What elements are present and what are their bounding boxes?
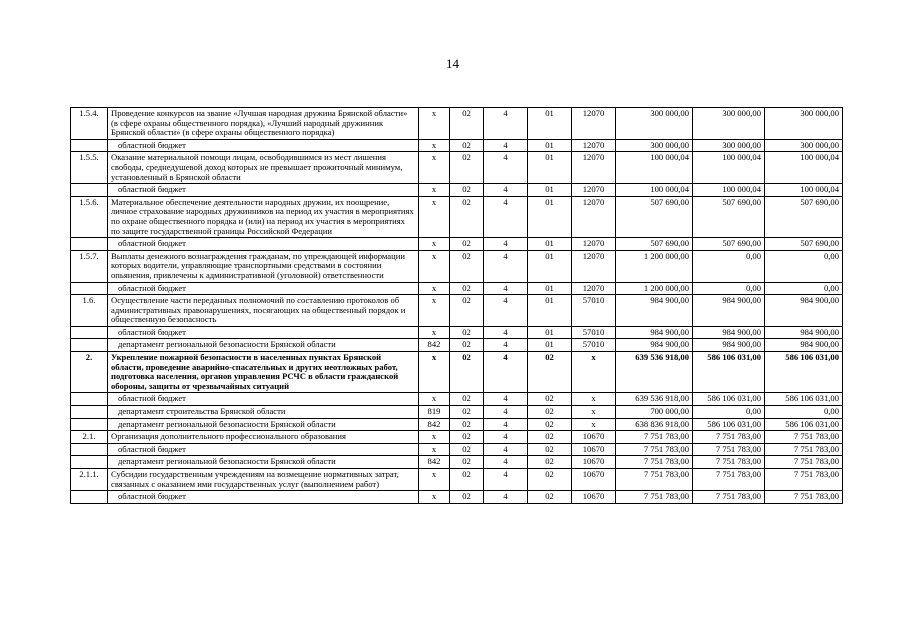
amount-year3-cell: 984 900,00 [765,326,843,339]
amount-year2-cell: 984 900,00 [693,326,765,339]
budget-table [70,107,843,504]
program-code-cell: 02 [450,443,484,456]
amount-year2-cell: 586 106 031,00 [693,393,765,406]
direction-code-cell: 12070 [572,108,616,140]
table-row [71,456,843,469]
row-number-cell [71,184,108,197]
amount-year2-cell: 300 000,00 [693,108,765,140]
table-row [71,406,843,419]
program-code-cell: 02 [450,456,484,469]
direction-code-cell: 12070 [572,152,616,184]
amount-year2-cell: 7 751 783,00 [693,491,765,504]
program-code-cell: 02 [450,352,484,393]
amount-year1-cell: 7 751 783,00 [616,469,693,491]
subprogram-code-cell: 4 [484,339,528,352]
amount-year1-cell: 100 000,04 [616,152,693,184]
amount-year3-cell: 0,00 [765,282,843,295]
program-code-cell: 02 [450,406,484,419]
row-number-cell: 1.5.6. [71,196,108,237]
row-number-cell: 2.1.1. [71,469,108,491]
direction-code-cell: 10670 [572,443,616,456]
table-row [71,418,843,431]
row-name-cell: департамент региональной безопасности Брянской области [108,456,419,469]
amount-year2-cell: 7 751 783,00 [693,456,765,469]
admin-code-cell: х [419,139,450,152]
admin-code-cell: х [419,184,450,197]
direction-code-cell: х [572,393,616,406]
row-number-cell: 1.5.4. [71,108,108,140]
event-code-cell: 01 [528,184,572,197]
table-row [71,339,843,352]
event-code-cell: 02 [528,443,572,456]
event-code-cell: 02 [528,469,572,491]
subprogram-code-cell: 4 [484,491,528,504]
admin-code-cell: х [419,326,450,339]
amount-year2-cell: 7 751 783,00 [693,431,765,444]
event-code-cell: 01 [528,295,572,327]
admin-code-cell: х [419,393,450,406]
direction-code-cell: 57010 [572,295,616,327]
amount-year2-cell: 100 000,04 [693,152,765,184]
row-name-cell: департамент строительства Брянской области [108,406,419,419]
row-name-cell: Осуществление части переданных полномочий по составлению протоколов об административных правонарушениях, посягающих на общественный порядок и общественную безопасность [108,295,419,327]
direction-code-cell: 57010 [572,326,616,339]
admin-code-cell: 842 [419,418,450,431]
program-code-cell: 02 [450,431,484,444]
direction-code-cell: х [572,406,616,419]
row-name-cell: департамент региональной безопасности Брянской области [108,339,419,352]
amount-year3-cell: 984 900,00 [765,295,843,327]
amount-year2-cell: 984 900,00 [693,339,765,352]
program-code-cell: 02 [450,250,484,282]
amount-year2-cell: 507 690,00 [693,196,765,237]
amount-year3-cell: 7 751 783,00 [765,491,843,504]
table-row [71,152,843,184]
amount-year2-cell: 0,00 [693,250,765,282]
admin-code-cell: х [419,152,450,184]
page-number: 14 [446,56,459,71]
amount-year3-cell: 507 690,00 [765,196,843,237]
row-name-cell: областной бюджет [108,238,419,251]
event-code-cell: 01 [528,152,572,184]
row-number-cell [71,406,108,419]
subprogram-code-cell: 4 [484,443,528,456]
table-row [71,469,843,491]
program-code-cell: 02 [450,418,484,431]
program-code-cell: 02 [450,393,484,406]
table-row [71,108,843,140]
row-number-cell [71,238,108,251]
table-row [71,443,843,456]
amount-year3-cell: 7 751 783,00 [765,443,843,456]
amount-year3-cell: 586 106 031,00 [765,393,843,406]
program-code-cell: 02 [450,152,484,184]
direction-code-cell: 57010 [572,339,616,352]
amount-year2-cell: 984 900,00 [693,295,765,327]
row-number-cell [71,418,108,431]
row-number-cell [71,456,108,469]
amount-year1-cell: 300 000,00 [616,139,693,152]
amount-year1-cell: 1 200 000,00 [616,282,693,295]
row-number-cell [71,326,108,339]
amount-year1-cell: 984 900,00 [616,326,693,339]
row-number-cell: 2. [71,352,108,393]
program-code-cell: 02 [450,139,484,152]
table-row [71,491,843,504]
row-number-cell: 1.6. [71,295,108,327]
row-name-cell: Оказание материальной помощи лицам, освободившимся из мест лишения свободы, среднедушевой доход которых не превышает прожиточный минимум, установленный в Брянской области [108,152,419,184]
table-row [71,238,843,251]
row-number-cell: 2.1. [71,431,108,444]
subprogram-code-cell: 4 [484,469,528,491]
event-code-cell: 01 [528,196,572,237]
row-number-cell [71,491,108,504]
event-code-cell: 01 [528,250,572,282]
amount-year1-cell: 639 536 918,00 [616,352,693,393]
row-name-cell: Субсидии государственным учреждениям на возмещение нормативных затрат, связанных с оказанием ими государственных услуг (выполнением работ) [108,469,419,491]
program-code-cell: 02 [450,108,484,140]
direction-code-cell: 12070 [572,250,616,282]
subprogram-code-cell: 4 [484,295,528,327]
direction-code-cell: 12070 [572,196,616,237]
row-name-cell: Организация дополнительного профессионального образования [108,431,419,444]
table-row [71,295,843,327]
event-code-cell: 02 [528,393,572,406]
row-name-cell: областной бюджет [108,491,419,504]
amount-year3-cell: 100 000,04 [765,184,843,197]
admin-code-cell: х [419,108,450,140]
amount-year2-cell: 507 690,00 [693,238,765,251]
amount-year1-cell: 7 751 783,00 [616,456,693,469]
program-code-cell: 02 [450,196,484,237]
admin-code-cell: х [419,238,450,251]
program-code-cell: 02 [450,295,484,327]
event-code-cell: 01 [528,282,572,295]
admin-code-cell: 842 [419,456,450,469]
program-code-cell: 02 [450,282,484,295]
subprogram-code-cell: 4 [484,352,528,393]
amount-year3-cell: 984 900,00 [765,339,843,352]
amount-year3-cell: 586 106 031,00 [765,418,843,431]
amount-year1-cell: 507 690,00 [616,196,693,237]
table-row [71,139,843,152]
event-code-cell: 02 [528,418,572,431]
row-number-cell [71,443,108,456]
event-code-cell: 01 [528,339,572,352]
row-name-cell: Проведение конкурсов на звание «Лучшая народная дружина Брянской области» (в сфере охраны общественного порядка), «Лучший народный дружинник Брянской области» (в сфере охраны общественного порядка) [108,108,419,140]
subprogram-code-cell: 4 [484,406,528,419]
row-name-cell: Материальное обеспечение деятельности народных дружин, их поощрение, личное страхование народных дружинников на период их участия в мероприятиях по охране общественного порядка и (или) на период их участия в мероприятиях по защите государственной границы Российской Федерации [108,196,419,237]
event-code-cell: 01 [528,139,572,152]
amount-year3-cell: 507 690,00 [765,238,843,251]
table-row [71,184,843,197]
program-code-cell: 02 [450,326,484,339]
amount-year2-cell: 7 751 783,00 [693,443,765,456]
amount-year3-cell: 7 751 783,00 [765,431,843,444]
admin-code-cell: х [419,295,450,327]
table-row [71,393,843,406]
amount-year1-cell: 7 751 783,00 [616,431,693,444]
subprogram-code-cell: 4 [484,456,528,469]
row-number-cell [71,139,108,152]
event-code-cell: 01 [528,108,572,140]
amount-year2-cell: 0,00 [693,282,765,295]
admin-code-cell: х [419,469,450,491]
admin-code-cell: х [419,196,450,237]
direction-code-cell: х [572,352,616,393]
amount-year1-cell: 984 900,00 [616,339,693,352]
program-code-cell: 02 [450,238,484,251]
direction-code-cell: 10670 [572,431,616,444]
event-code-cell: 02 [528,456,572,469]
table-row [71,250,843,282]
row-number-cell [71,339,108,352]
event-code-cell: 02 [528,406,572,419]
event-code-cell: 02 [528,352,572,393]
direction-code-cell: 12070 [572,282,616,295]
amount-year1-cell: 639 536 918,00 [616,393,693,406]
admin-code-cell: 842 [419,339,450,352]
amount-year2-cell: 7 751 783,00 [693,469,765,491]
row-number-cell: 1.5.5. [71,152,108,184]
table-row [71,431,843,444]
amount-year3-cell: 0,00 [765,250,843,282]
row-name-cell: областной бюджет [108,393,419,406]
amount-year1-cell: 100 000,04 [616,184,693,197]
row-name-cell: Выплаты денежного вознаграждения гражданам, по упреждающей информации которых водители, управляющие транспортными средствами в состоянии опьянения, привлечены к административной (уголовной) ответственности [108,250,419,282]
amount-year2-cell: 586 106 031,00 [693,352,765,393]
row-name-cell: областной бюджет [108,443,419,456]
amount-year3-cell: 300 000,00 [765,139,843,152]
subprogram-code-cell: 4 [484,184,528,197]
row-name-cell: областной бюджет [108,184,419,197]
program-code-cell: 02 [450,184,484,197]
amount-year3-cell: 7 751 783,00 [765,469,843,491]
amount-year1-cell: 984 900,00 [616,295,693,327]
subprogram-code-cell: 4 [484,139,528,152]
table-row [71,352,843,393]
amount-year2-cell: 586 106 031,00 [693,418,765,431]
direction-code-cell: 10670 [572,456,616,469]
amount-year3-cell: 0,00 [765,406,843,419]
row-name-cell: областной бюджет [108,282,419,295]
amount-year3-cell: 300 000,00 [765,108,843,140]
direction-code-cell: 12070 [572,139,616,152]
row-number-cell [71,282,108,295]
program-code-cell: 02 [450,339,484,352]
admin-code-cell: х [419,282,450,295]
direction-code-cell: 12070 [572,184,616,197]
subprogram-code-cell: 4 [484,108,528,140]
amount-year3-cell: 7 751 783,00 [765,456,843,469]
table-row [71,196,843,237]
table-row [71,282,843,295]
subprogram-code-cell: 4 [484,418,528,431]
program-code-cell: 02 [450,491,484,504]
table-row [71,326,843,339]
amount-year1-cell: 507 690,00 [616,238,693,251]
row-name-cell: областной бюджет [108,139,419,152]
subprogram-code-cell: 4 [484,326,528,339]
amount-year3-cell: 100 000,04 [765,152,843,184]
row-name-cell: областной бюджет [108,326,419,339]
admin-code-cell: х [419,443,450,456]
row-name-cell: Укрепление пожарной безопасности в населенных пунктах Брянской области, проведение аварийно-спасательных и других неотложных работ, подготовка населения, органов управления РСЧС в области гражданской обороны, защиты от чрезвычайных ситуаций [108,352,419,393]
subprogram-code-cell: 4 [484,393,528,406]
program-code-cell: 02 [450,469,484,491]
amount-year2-cell: 0,00 [693,406,765,419]
admin-code-cell: х [419,352,450,393]
subprogram-code-cell: 4 [484,152,528,184]
amount-year1-cell: 7 751 783,00 [616,491,693,504]
amount-year1-cell: 7 751 783,00 [616,443,693,456]
direction-code-cell: 10670 [572,469,616,491]
table-body [71,108,843,504]
direction-code-cell: 12070 [572,238,616,251]
admin-code-cell: 819 [419,406,450,419]
row-name-cell: департамент региональной безопасности Брянской области [108,418,419,431]
amount-year3-cell: 586 106 031,00 [765,352,843,393]
event-code-cell: 02 [528,431,572,444]
subprogram-code-cell: 4 [484,238,528,251]
subprogram-code-cell: 4 [484,431,528,444]
admin-code-cell: х [419,491,450,504]
subprogram-code-cell: 4 [484,196,528,237]
row-number-cell [71,393,108,406]
admin-code-cell: х [419,250,450,282]
amount-year1-cell: 300 000,00 [616,108,693,140]
subprogram-code-cell: 4 [484,282,528,295]
admin-code-cell: х [419,431,450,444]
event-code-cell: 01 [528,238,572,251]
amount-year1-cell: 638 836 918,00 [616,418,693,431]
amount-year2-cell: 300 000,00 [693,139,765,152]
direction-code-cell: 10670 [572,491,616,504]
amount-year1-cell: 1 200 000,00 [616,250,693,282]
event-code-cell: 02 [528,491,572,504]
direction-code-cell: х [572,418,616,431]
event-code-cell: 01 [528,326,572,339]
amount-year2-cell: 100 000,04 [693,184,765,197]
amount-year1-cell: 700 000,00 [616,406,693,419]
subprogram-code-cell: 4 [484,250,528,282]
row-number-cell: 1.5.7. [71,250,108,282]
